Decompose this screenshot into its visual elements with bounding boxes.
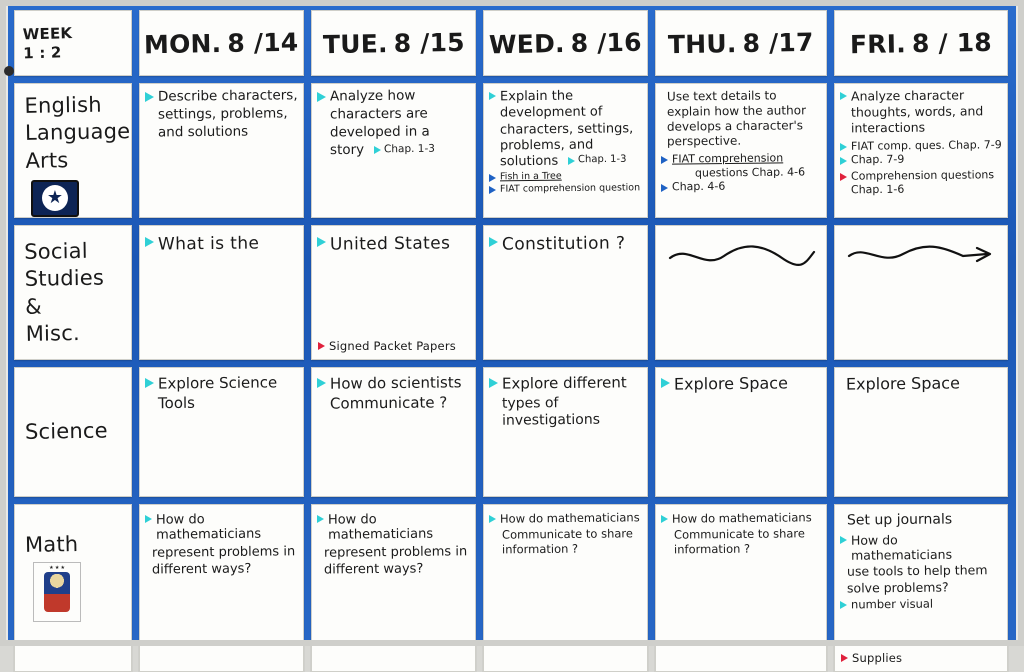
note-text: Fish in a Tree [499,170,562,182]
cell-science-tue [311,367,476,497]
captain-america-shield-icon [31,180,79,217]
subject-label-social-studies: Social Studies & Misc. [24,238,105,346]
teal-bullet-icon [840,601,847,609]
blue-bullet-icon [489,174,496,182]
note-text: Use text details to [666,88,777,104]
note-text: Communicate to share [673,525,805,542]
note-text: Explore Space [845,373,960,394]
blue-bullet-icon [661,184,668,192]
note-text: settings, problems, [157,105,288,123]
note-text: interactions [850,119,926,135]
footnote-signed-packet-papers [318,339,456,353]
day-date-tue: 8 /15 [393,27,465,58]
note-text: Chap. 1-3 [384,142,436,156]
cell-math-tue [311,504,476,672]
cell-math-mon [139,504,304,672]
note-text: What is the [157,233,260,255]
note-text: information ? [673,541,751,557]
subject-cell-ela [14,83,132,218]
note-text: Set up journals [846,511,953,529]
note-text: questions Chap. 4-6 [694,165,806,180]
note-text: Explore Space [673,373,788,394]
note-text: use tools to help them [846,562,988,579]
red-bullet-icon [318,342,325,350]
day-name-tue: TUE. [322,28,388,59]
subject-label-science: Science [24,418,109,445]
planner-grid [8,4,1016,665]
teal-bullet-icon [374,146,381,154]
day-header-tue [311,10,476,76]
day-date-thu: 8 /17 [742,27,815,58]
note-text: Chap. 1-3 [578,154,627,166]
note-text: number visual [850,596,934,611]
note-text: characters are [329,105,428,123]
teal-bullet-icon [489,237,498,247]
teal-bullet-icon [568,157,575,165]
teal-bullet-icon [661,515,668,523]
teal-bullet-icon [489,515,496,523]
cell-social-thu [655,225,827,360]
note-text: Explore Science [157,373,278,393]
cell-math-fri [834,504,1008,672]
day-header-mon [139,10,304,76]
note-text: Supplies [852,651,903,665]
note-text: explain how the author [666,103,807,119]
subject-label-ela: English Language Arts [24,92,131,173]
star-icon: ★ [42,185,68,211]
cell-social-wed [483,225,648,360]
note-text: represent problems in [323,543,468,561]
day-name-fri: FRI. [849,28,907,59]
note-text: represent problems in [151,543,296,561]
note-text: Tools [157,393,196,412]
note-text: FIAT comp. ques. Chap. 7-9 [850,138,1002,154]
teal-bullet-icon [317,92,326,102]
note-text: development of [499,104,603,121]
superhero-figure-icon [44,572,70,612]
teal-bullet-icon [489,378,498,388]
cell-ela-fri [834,83,1008,218]
day-name-mon: MON. [144,28,222,59]
teal-bullet-icon [840,157,847,165]
note-text: Analyze how [329,87,416,105]
cell-science-fri [834,367,1008,497]
cell-ela-mon [139,83,304,218]
note-text: United States [329,233,451,255]
note-text: Chap. 4-6 [671,179,726,193]
cell-science-wed [483,367,648,497]
squiggle-arrow-icon [835,226,1007,270]
superhero-photo-icon [33,562,81,622]
footnote-supplies [841,651,902,665]
teal-bullet-icon [840,92,847,100]
teal-bullet-icon [145,515,152,523]
teal-bullet-icon [317,237,326,247]
note-text: How do mathematicians [850,531,953,563]
note-text: different ways? [323,561,424,578]
day-name-thu: THU. [667,28,738,59]
sticker-caption: ★ ★ ★ [49,565,65,572]
note-text: How do scientists [329,373,462,393]
note-text: FIAT comprehension [671,151,784,166]
note-text: How do mathematicians [671,510,812,526]
subject-cell-math [14,504,132,672]
note-text: solve problems? [846,579,949,596]
note-text: How do mathematicians [155,512,262,544]
day-date-fri: 8 / 18 [911,27,993,58]
teal-bullet-icon [489,92,496,100]
red-bullet-icon [840,173,847,181]
day-name-wed: WED. [488,28,566,59]
note-text: How do mathematicians [499,510,640,526]
day-header-wed [483,10,648,76]
day-date-mon: 8 /14 [227,27,299,58]
note-text: story [329,141,365,158]
cell-ela-thu [655,83,827,218]
note-text: and solutions [157,123,249,141]
cell-ela-tue [311,83,476,218]
note-text: FIAT comprehension question [499,182,641,195]
note-text: different ways? [151,561,252,578]
day-date-wed: 8 /16 [570,27,643,58]
note-text: Communicate ? [329,393,448,413]
note-text: Analyze character [850,87,965,104]
note-text: Explore different [501,373,627,393]
note-text: types of investigations [501,394,601,428]
day-header-thu [655,10,827,76]
board-mount-screw [4,66,14,76]
note-text: developed in a [329,123,430,141]
note-text: problems, and [499,137,594,154]
note-text: Describe characters, [157,87,298,105]
cell-ela-wed [483,83,648,218]
note-text: perspective. [666,134,742,149]
note-text: Chap. 7-9 [850,152,905,167]
note-text: Chap. 1-6 [850,182,905,197]
teal-bullet-icon [317,378,326,388]
note-text: Signed Packet Papers [329,339,456,353]
note-text: thoughts, words, and [850,103,984,120]
cell-social-mon [139,225,304,360]
teal-bullet-icon [840,143,847,151]
note-text: Constitution ? [501,233,626,255]
teal-bullet-icon [145,92,154,102]
note-text: characters, settings, [499,120,634,138]
week-label-cell [14,10,132,76]
teal-bullet-icon [661,378,670,388]
note-text: information ? [501,541,579,557]
teal-bullet-icon [317,515,324,523]
cell-science-mon [139,367,304,497]
note-text: Comprehension questions [850,168,995,183]
subject-cell-social-studies [14,225,132,360]
blue-bullet-icon [489,186,496,194]
cell-science-thu [655,367,827,497]
cell-math-thu [655,504,827,672]
subject-label-math: Math [24,531,79,557]
teal-bullet-icon [840,536,847,544]
subject-cell-science [14,367,132,497]
note-text: How do mathematicians [327,512,434,544]
teal-bullet-icon [145,378,154,388]
squiggle-line-icon [656,226,826,270]
blue-bullet-icon [661,156,668,164]
cell-social-fri [834,225,1008,360]
note-text: Explain the [499,88,574,105]
day-header-fri [834,10,1008,76]
cell-social-tue [311,225,476,360]
teal-bullet-icon [145,237,154,247]
cell-math-wed [483,504,648,672]
note-text: solutions [499,154,559,170]
note-text: develops a character's [666,118,804,135]
week-label: WEEK 1 : 2 [22,24,73,63]
red-bullet-icon [841,654,848,662]
note-text: Communicate to share [501,525,633,542]
